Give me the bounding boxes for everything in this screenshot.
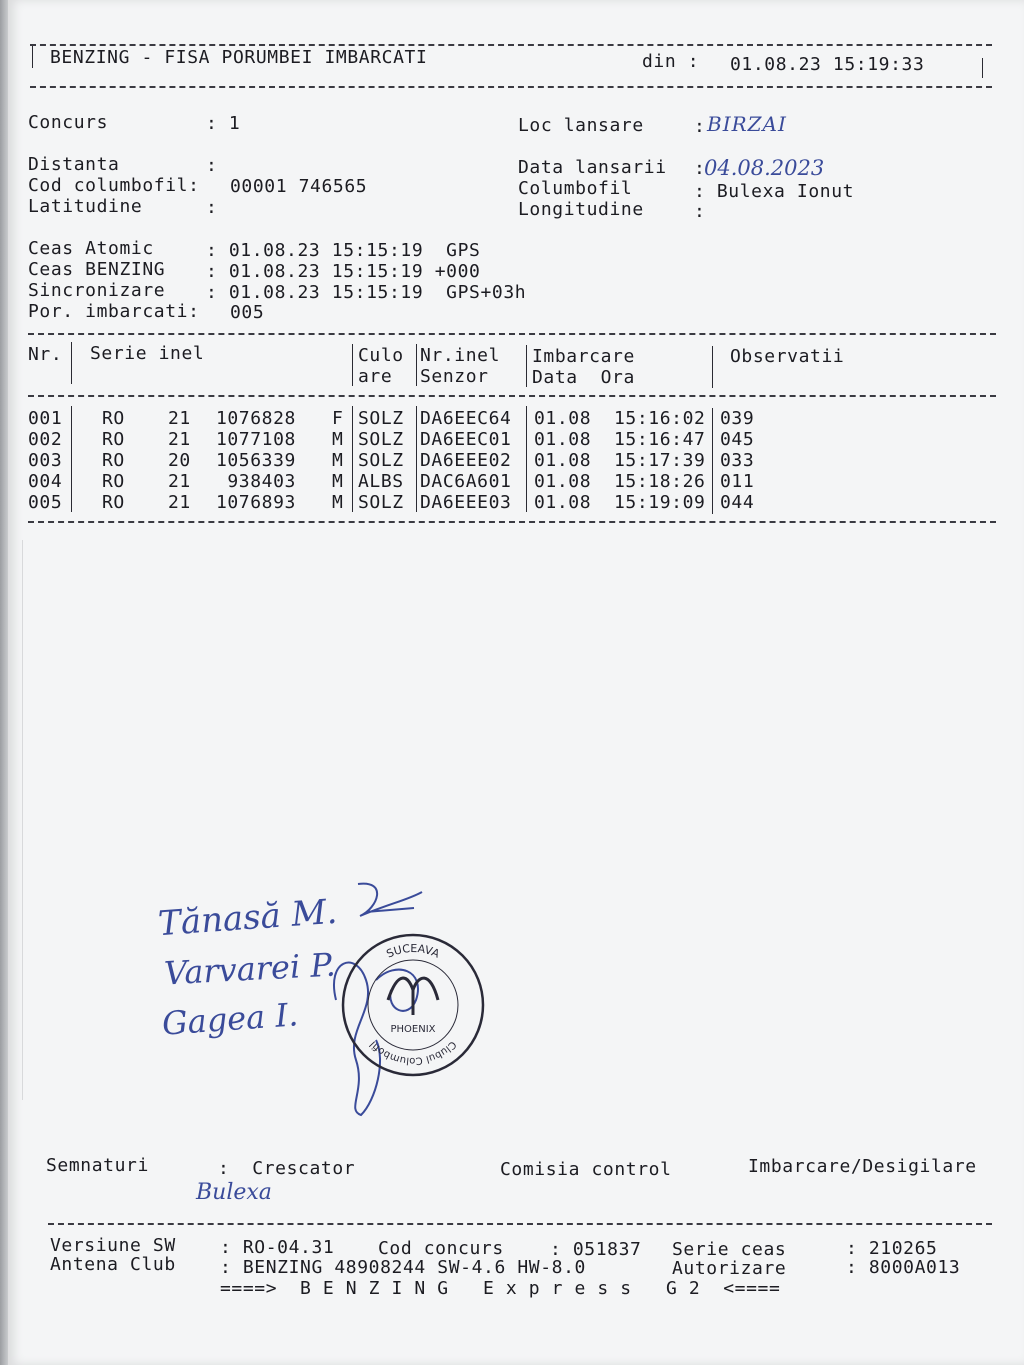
header-divider-imbarcare — [712, 346, 713, 388]
cell-observatii: 011 — [720, 471, 755, 492]
cod-concurs-value: : 051837 — [550, 1239, 642, 1260]
rows-divider-imbarcare — [712, 408, 713, 514]
header-senzor: Senzor — [420, 366, 489, 387]
cod-columbofil-label: Cod columbofil: — [28, 175, 200, 196]
cell-observatii: 033 — [720, 450, 755, 471]
cod-columbofil-value: 00001 746565 — [230, 176, 368, 197]
cell-inel: 1077108 — [215, 429, 296, 450]
cell-ora: 15:18:26 — [614, 471, 706, 492]
header-bottom-rule — [30, 86, 992, 88]
data-lansarii-colon: : — [694, 158, 706, 179]
cell-ora: 15:19:09 — [614, 492, 706, 513]
cell-sex: F — [332, 408, 344, 429]
table-row — [8, 471, 1024, 492]
crescator-label: : Crescator — [218, 1158, 356, 1179]
cell-culoare: SOLZ — [358, 492, 404, 513]
header-divider-serie — [352, 344, 353, 386]
columbofil-label: Columbofil — [518, 178, 633, 199]
cell-nr: 003 — [28, 450, 63, 471]
serie-ceas-value: : 210265 — [846, 1238, 938, 1259]
latitudine-label: Latitudine — [28, 196, 143, 217]
benzing-express-banner: ====> B E N Z I N G E x p r e s s G 2 <==== — [220, 1278, 781, 1299]
header-observatii: Observatii — [730, 346, 845, 367]
longitudine-label: Longitudine — [518, 199, 644, 220]
porumbei-imbarcati-label: Por. imbarcati: — [28, 301, 200, 322]
latitudine-value: : — [206, 197, 218, 218]
din-label: din : — [642, 51, 700, 72]
cell-senzor: DA6EEE02 — [420, 450, 512, 471]
table-row — [8, 408, 1024, 429]
comisia-control-label: Comisia control — [500, 1159, 672, 1180]
distanta-value: : — [206, 155, 218, 176]
header-divider-culoare — [416, 344, 417, 386]
data-lansarii-label: Data lansarii — [518, 157, 667, 178]
cell-an: 20 — [168, 450, 191, 471]
cell-inel: 938403 — [227, 471, 296, 492]
autorizare-value: : 8000A013 — [846, 1257, 961, 1278]
cell-an: 21 — [168, 492, 191, 513]
cell-data: 01.08 — [534, 492, 592, 513]
table-row — [8, 450, 1024, 471]
table-row — [8, 492, 1024, 513]
cell-ora: 15:16:47 — [614, 429, 706, 450]
cell-ora: 15:17:39 — [614, 450, 706, 471]
cell-nr: 001 — [28, 408, 63, 429]
ceas-atomic-label: Ceas Atomic — [28, 238, 154, 259]
table-header-rule — [28, 395, 996, 397]
cell-data: 01.08 — [534, 429, 592, 450]
footer-rule — [48, 1223, 992, 1225]
columbofil-value: : Bulexa Ionut — [694, 181, 855, 202]
antena-club-label: Antena Club — [50, 1254, 176, 1275]
header-top-rule — [30, 44, 992, 46]
header-data-ora: Data Ora — [532, 367, 635, 388]
loc-lansare-label: Loc lansare — [518, 115, 644, 136]
cell-culoare: ALBS — [358, 471, 404, 492]
header-imbarcare: Imbarcare — [532, 346, 635, 367]
header-right-bar — [982, 58, 983, 78]
cell-nr: 004 — [28, 471, 63, 492]
header-divider-senzor — [526, 345, 527, 387]
ceas-benzing-value: : 01.08.23 15:15:19 +000 — [206, 261, 481, 282]
cell-sex: M — [332, 471, 344, 492]
club-stamp — [338, 930, 488, 1080]
rows-divider-serie — [352, 406, 353, 512]
header-left-bar — [32, 46, 33, 68]
cell-culoare: SOLZ — [358, 408, 404, 429]
table-row — [8, 429, 1024, 450]
cell-inel: 1076828 — [215, 408, 296, 429]
cell-data: 01.08 — [534, 471, 592, 492]
document-title: BENZING - FISA PORUMBEI IMBARCATI — [50, 47, 428, 68]
cell-nr: 002 — [28, 429, 63, 450]
table-bottom-rule — [28, 521, 996, 523]
handwritten-name-varvarei: Varvarei P. — [163, 945, 337, 993]
cell-observatii: 044 — [720, 492, 755, 513]
versiune-sw-value: : RO-04.31 — [220, 1237, 335, 1258]
sincronizare-label: Sincronizare — [28, 280, 166, 301]
cell-tara: RO — [102, 408, 125, 429]
cell-sex: M — [332, 429, 344, 450]
cell-tara: RO — [102, 450, 125, 471]
cell-senzor: DA6EEC01 — [420, 429, 512, 450]
header-nr: Nr. — [28, 344, 63, 365]
crescator-signature: Bulexa — [196, 1180, 272, 1205]
header-nr-inel: Nr.inel — [420, 345, 501, 366]
cell-tara: RO — [102, 492, 125, 513]
concurs-label: Concurs — [28, 112, 109, 133]
sincronizare-value: : 01.08.23 15:15:19 GPS+03h — [206, 282, 527, 303]
ceas-benzing-label: Ceas BENZING — [28, 259, 166, 280]
cell-culoare: SOLZ — [358, 429, 404, 450]
cell-sex: M — [332, 492, 344, 513]
page-edge-shadow — [0, 0, 8, 1365]
document-sheet — [8, 0, 1024, 1365]
loc-lansare-colon: : — [694, 116, 706, 137]
header-culoare-bottom: are — [358, 366, 393, 387]
cod-concurs-label: Cod concurs — [378, 1238, 504, 1259]
autorizare-label: Autorizare — [672, 1258, 787, 1279]
antena-club-value: : BENZING 48908244 SW-4.6 HW-8.0 — [220, 1257, 586, 1278]
stamp-middle-text: PHOENIX — [390, 1024, 436, 1035]
semnaturi-label: Semnaturi — [46, 1155, 149, 1176]
page-fold-line — [22, 540, 23, 1100]
data-lansarii-handwritten: 04.08.2023 — [704, 156, 825, 180]
cell-senzor: DA6EEE03 — [420, 492, 512, 513]
cell-observatii: 045 — [720, 429, 755, 450]
committee-signature-scribble — [348, 878, 428, 922]
rows-divider-senzor — [526, 406, 527, 512]
din-value: 01.08.23 15:19:33 — [730, 54, 925, 75]
cell-tara: RO — [102, 471, 125, 492]
cell-data: 01.08 — [534, 408, 592, 429]
rows-divider-culoare — [416, 406, 417, 512]
handwritten-name-tanasa: Tănasă M. — [156, 891, 339, 945]
versiune-sw-label: Versiune SW — [50, 1235, 176, 1256]
longitudine-value: : — [694, 201, 706, 222]
rows-divider-nr — [71, 406, 72, 512]
concurs-value: : 1 — [206, 113, 241, 134]
phoenix-icon — [388, 978, 438, 1015]
cell-nr: 005 — [28, 492, 63, 513]
header-culoare-top: Culo — [358, 345, 404, 366]
header-divider-nr — [71, 342, 72, 384]
porumbei-imbarcati-value: 005 — [230, 302, 265, 323]
cell-tara: RO — [102, 429, 125, 450]
imbarcare-desigilare-label: Imbarcare/Desigilare — [748, 1156, 977, 1177]
cell-observatii: 039 — [720, 408, 755, 429]
cell-an: 21 — [168, 408, 191, 429]
handwritten-name-gagea: Gagea I. — [160, 995, 300, 1043]
serie-ceas-label: Serie ceas — [672, 1239, 787, 1260]
cell-sex: M — [332, 450, 344, 471]
cell-culoare: SOLZ — [358, 450, 404, 471]
cell-inel: 1056339 — [215, 450, 296, 471]
stamp-bottom-text: Clubul Columbofil — [367, 1038, 458, 1067]
cell-senzor: DA6EEC64 — [420, 408, 512, 429]
cell-ora: 15:16:02 — [614, 408, 706, 429]
cell-inel: 1076893 — [215, 492, 296, 513]
header-serie-inel: Serie inel — [90, 343, 205, 364]
cell-data: 01.08 — [534, 450, 592, 471]
distanta-label: Distanta — [28, 154, 120, 175]
stamp-top-text: SUCEAVA — [384, 941, 442, 961]
cell-an: 21 — [168, 471, 191, 492]
loc-lansare-handwritten: BIRZAI — [707, 112, 787, 136]
cell-an: 21 — [168, 429, 191, 450]
cell-senzor: DAC6A601 — [420, 471, 512, 492]
ceas-atomic-value: : 01.08.23 15:15:19 GPS — [206, 240, 481, 261]
table-top-rule — [28, 333, 996, 335]
